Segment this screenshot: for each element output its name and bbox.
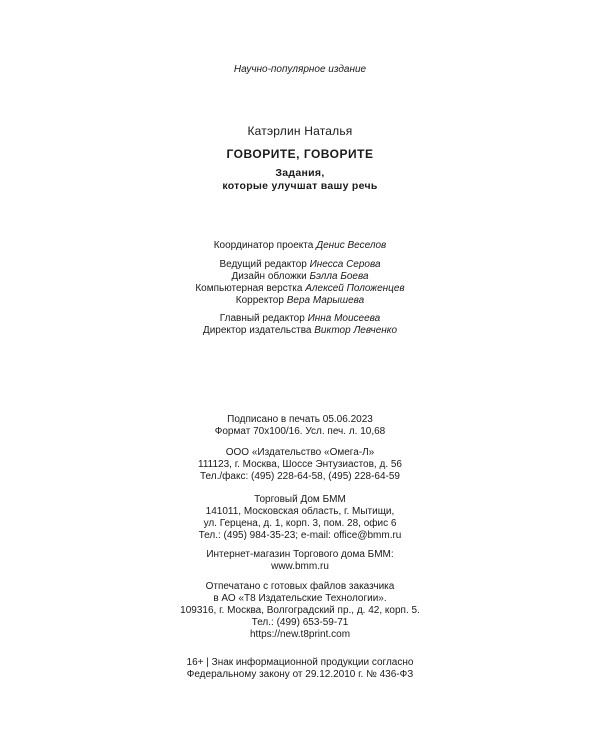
trade-house-contacts: Тел.: (495) 984-35-23; e-mail: office@bmm.ru (198, 530, 402, 541)
edition-type: Научно-популярное издание (233, 64, 367, 75)
credit-role: Главный редактор (219, 313, 305, 324)
credit-person: Инна Моисеева (307, 313, 381, 324)
credit-person: Виктор Левченко (314, 325, 398, 336)
trade-house-address-line1: 141011, Московская область, г. Мытищи, (205, 506, 395, 517)
credit-lead-editor (0, 259, 600, 271)
print-format: Формат 70x100/16. Усл. печ. л. 10,68 (214, 426, 386, 437)
credit-publishing-director (0, 325, 600, 337)
trade-house-address-line2: ул. Герцена, д. 1, корп. 3, пом. 28, офис 6 (203, 518, 397, 529)
book-subtitle-line2: которые улучшат вашу речь (222, 180, 378, 192)
printer-line2: в АО «Т8 Издательские Технологии». (213, 593, 387, 604)
credit-proofreader (0, 295, 600, 307)
credit-role: Компьютерная верстка (195, 283, 303, 294)
book-title: ГОВОРИТЕ, ГОВОРИТЕ (226, 147, 374, 161)
print-signed-date: Подписано в печать 05.06.2023 (227, 414, 373, 425)
age-rating-line1: 16+ | Знак информационной продукции согласно (186, 657, 414, 668)
credit-cover-design (0, 271, 600, 283)
book-subtitle-line1: Задания, (275, 167, 325, 179)
credit-role: Корректор (235, 295, 284, 306)
credit-person: Бэлла Боева (309, 271, 369, 282)
online-shop-label: Интернет-магазин Торгового дома БММ: (206, 549, 394, 560)
credit-role: Ведущий редактор (219, 259, 307, 270)
publisher-address: 111123, г. Москва, Шоссе Энтузиастов, д. 56 (198, 459, 402, 470)
credit-role: Дизайн обложки (231, 271, 307, 282)
age-rating-line2: Федеральному закону от 29.12.2010 г. № 436-ФЗ (186, 669, 414, 680)
credit-project-coordinator (0, 240, 600, 252)
credit-layout (0, 283, 600, 295)
credit-chief-editor (0, 313, 600, 325)
online-shop-url: www.bmm.ru (271, 561, 329, 572)
credit-role: Директор издательства (202, 325, 312, 336)
trade-house-name: Торговый Дом БММ (254, 494, 346, 505)
credit-person: Алексей Положенцев (305, 283, 405, 294)
printer-line1: Отпечатано с готовых файлов заказчика (205, 581, 395, 592)
credit-person: Денис Веселов (316, 240, 387, 251)
publisher-phone: Тел./факс: (495) 228-64-58, (495) 228-64-59 (200, 471, 400, 482)
credit-person: Инесса Серова (309, 259, 381, 270)
credit-role: Координатор проекта (213, 240, 314, 251)
printer-phone: Тел.: (499) 653-59-71 (251, 617, 349, 628)
publisher-name: ООО «Издательство «Омега-Л» (225, 447, 375, 458)
author-name: Катэрлин Наталья (247, 124, 353, 138)
printer-address: 109316, г. Москва, Волгоградский пр., д. 42, корп. 5. (180, 605, 420, 616)
credit-person: Вера Марышева (286, 295, 365, 306)
printer-website: https://new.t8print.com (249, 629, 351, 640)
